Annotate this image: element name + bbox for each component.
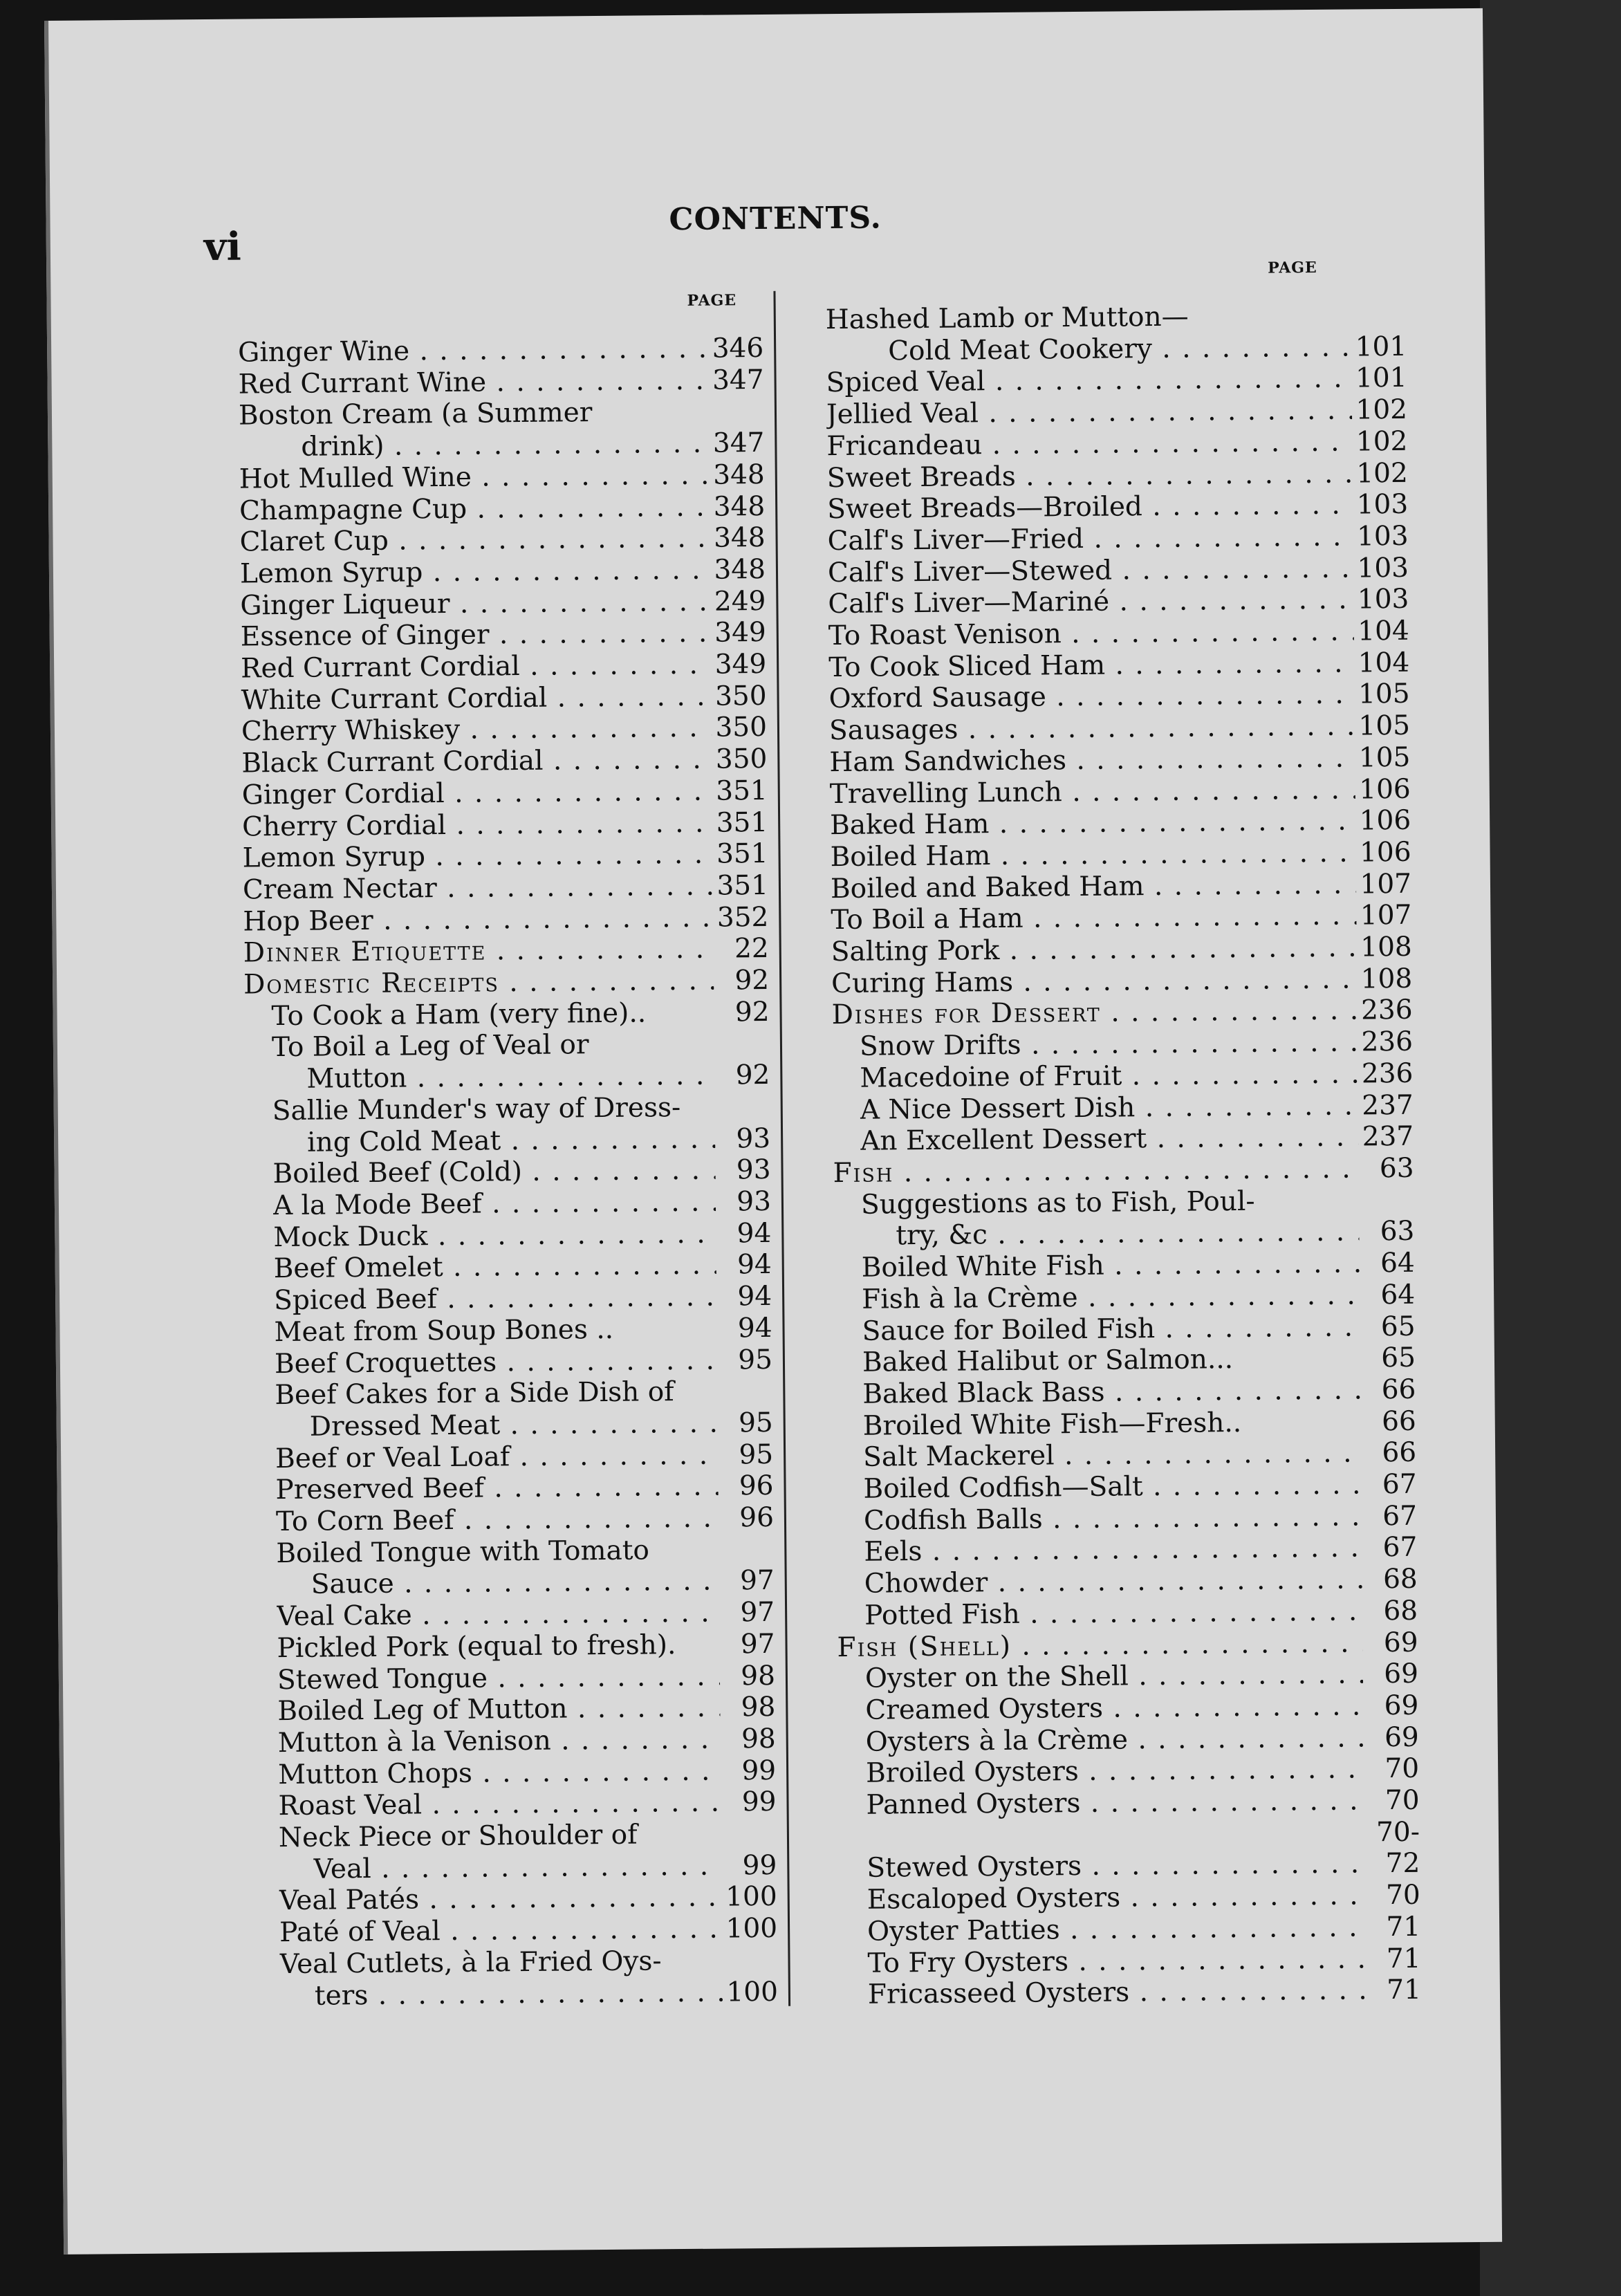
toc-entry: To Roast Venison . . . 104 <box>828 615 1409 652</box>
toc-entry: Spiced Veal . . . 101 <box>826 362 1407 399</box>
toc-entry: A Nice Dessert Dish . . . 237 <box>833 1089 1414 1126</box>
toc-entry: Oyster on the Shell . . . 69 <box>837 1658 1418 1695</box>
toc-entry: Black Currant Cordial . . . 350 <box>241 743 767 779</box>
toc-entry: Codfish Balls . . . 67 <box>836 1500 1417 1537</box>
toc-entry: Sauce for Boiled Fish . . . 65 <box>834 1311 1415 1347</box>
toc-entry: Snow Drifts . . . 236 <box>832 1026 1413 1063</box>
toc-entry: Baked Ham . . . 106 <box>830 805 1411 842</box>
toc-section-heading: Fish . . . 63 <box>833 1153 1414 1189</box>
toc-entry: Broiled White Fish—Fresh.. 66 <box>862 1405 1416 1442</box>
toc-entry: White Currant Cordial . . . 350 <box>241 681 766 716</box>
toc-entry: Salting Pork . . . 108 <box>831 932 1412 968</box>
toc-entry: Beef Omelet . . . 94 <box>246 1249 772 1285</box>
toc-entry: Cherry Cordial . . . 351 <box>242 806 768 842</box>
toc-entry: Neck Piece or Shoulder of <box>278 1819 638 1854</box>
toc-entry: Sauce . . . 97 <box>249 1565 775 1601</box>
toc-entry: ters . . . 100 <box>252 1976 778 2012</box>
toc-entry: Red Currant Wine . . . 347 <box>238 364 763 400</box>
toc-entry: A la Mode Beef . . . 93 <box>246 1186 771 1222</box>
toc-entry: Cold Meat Cookery . . . 101 <box>826 331 1407 368</box>
toc-entry: Veal Cake . . . 97 <box>249 1597 775 1633</box>
toc-entry: To Corn Beef . . . 96 <box>248 1502 774 1538</box>
toc-entry: Fish à la Crème . . . 64 <box>834 1279 1415 1316</box>
toc-entry: Fricandeau . . . 102 <box>826 426 1407 463</box>
toc-entry: Broiled Oysters . . . 70 <box>838 1753 1419 1790</box>
toc-entry: Calf's Liver—Mariné . . . 103 <box>828 584 1409 620</box>
toc-entry: Meat from Soup Bones .. 94 <box>274 1312 772 1348</box>
toc-entry: Ham Sandwiches . . . 105 <box>829 742 1410 779</box>
toc-entry: To Boil a Ham . . . 107 <box>831 900 1411 936</box>
toc-entry: Mutton . . . 92 <box>244 1059 770 1095</box>
toc-entry: Boston Cream (a Summer <box>238 397 593 432</box>
toc-entry: Beef Cakes for a Side Dish of <box>275 1376 674 1411</box>
toc-entry: Suggestions as to Fish, Poul- <box>860 1185 1255 1221</box>
toc-entry: Mock Duck . . . 94 <box>246 1218 771 1254</box>
toc-entry: Lemon Syrup . . . 348 <box>240 554 766 590</box>
toc-entry: Boiled Beef (Cold) . . . 93 <box>245 1154 770 1190</box>
toc-entry: Boiled Tongue with Tomato <box>276 1535 650 1569</box>
toc-entry: Hop Beer . . . 352 <box>243 902 768 938</box>
toc-entry: To Fry Oysters . . . 71 <box>840 1943 1420 1979</box>
toc-entry: Essence of Ginger . . . 349 <box>241 617 766 653</box>
toc-entry: Boiled Codfish—Salt . . . 67 <box>835 1469 1416 1506</box>
toc-entry: Creamed Oysters . . . 69 <box>837 1690 1418 1727</box>
toc-entry: To Cook a Ham (very fine).. 92 <box>271 996 770 1032</box>
toc-entry: try, &c . . . 63 <box>833 1216 1414 1252</box>
toc-entry: Stewed Tongue . . . 98 <box>250 1660 775 1696</box>
toc-entry: To Boil a Leg of Veal or <box>271 1029 589 1064</box>
toc-entry: Cream Nectar . . . 351 <box>243 870 768 906</box>
toc-entry: An Excellent Dessert . . . 237 <box>833 1121 1414 1158</box>
toc-entry: Macedoine of Fruit . . . 236 <box>832 1058 1413 1095</box>
toc-entry: Boiled Ham . . . 106 <box>830 837 1411 873</box>
toc-entry: Panned Oysters . . . 70 <box>838 1785 1419 1822</box>
toc-entry: Curing Hams . . . 108 <box>831 963 1412 1000</box>
toc-entry: Beef or Veal Loaf . . . 95 <box>248 1438 773 1474</box>
toc-entry: Ginger Liqueur . . . 249 <box>240 586 766 622</box>
toc-entry: Pickled Pork (equal to fresh). 97 <box>277 1628 775 1664</box>
toc-entry: Dressed Meat . . . 95 <box>248 1407 773 1443</box>
column-divider <box>773 291 790 2006</box>
toc-entry: Salt Mackerel . . . 66 <box>835 1437 1416 1474</box>
book-page <box>44 8 1502 2255</box>
toc-entry: Chowder . . . 68 <box>837 1564 1418 1600</box>
toc-entry: Eels . . . 67 <box>836 1532 1417 1568</box>
toc-entry: Mutton à la Venison . . . 98 <box>250 1723 776 1759</box>
toc-entry: Veal Patés . . . 100 <box>252 1881 777 1917</box>
toc-entry: Cherry Whiskey . . . 350 <box>241 712 767 748</box>
toc-entry: Calf's Liver—Stewed . . . 103 <box>828 552 1409 589</box>
toc-entry: Oyster Patties . . . 71 <box>840 1911 1420 1948</box>
toc-entry: Oxford Sausage . . . 105 <box>828 678 1409 715</box>
toc-entry: Ginger Wine . . . 346 <box>238 333 763 369</box>
toc-entry: Hashed Lamb or Mutton— <box>825 301 1189 336</box>
toc-entry: Veal Cutlets, à la Fried Oys- <box>279 1945 662 1980</box>
toc-entry: Boiled White Fish . . . 64 <box>834 1248 1415 1284</box>
scan-gutter <box>1480 0 1621 2296</box>
toc-entry: Roast Veal . . . 99 <box>250 1786 776 1822</box>
toc-entry: Lemon Syrup . . . 351 <box>242 838 768 874</box>
toc-section-heading: Fish (Shell) . . . 69 <box>837 1627 1418 1663</box>
toc-section-heading: Dishes for Dessert . . . 236 <box>831 994 1412 1031</box>
toc-entry: Ginger Cordial . . . 351 <box>242 775 768 811</box>
toc-entry: Travelling Lunch . . . 106 <box>830 773 1411 810</box>
toc-entry: Mutton Chops . . . 99 <box>250 1755 776 1791</box>
page-column-label-right: PAGE <box>1268 258 1317 277</box>
toc-entry: Escaloped Oysters . . . 70 <box>840 1880 1420 1916</box>
contents-column-right <box>826 299 1422 2011</box>
toc-entry: Paté of Veal . . . 100 <box>252 1913 777 1949</box>
contents-column-left <box>238 333 778 2012</box>
page-column-label-left: PAGE <box>687 291 737 310</box>
toc-entry: Sallie Munder's way of Dress- <box>272 1091 681 1127</box>
toc-entry: Champagne Cup . . . 348 <box>239 490 765 526</box>
toc-entry: drink) . . . 347 <box>239 427 764 463</box>
toc-entry: Preserved Beef . . . 96 <box>248 1470 773 1506</box>
toc-entry: Spiced Beef . . . 94 <box>246 1281 772 1317</box>
toc-entry: To Cook Sliced Ham . . . 104 <box>828 647 1409 684</box>
toc-entry: ing Cold Meat . . . 93 <box>245 1122 770 1158</box>
toc-entry: Baked Halibut or Salmon... 65 <box>862 1342 1416 1378</box>
toc-entry: Sausages . . . 105 <box>829 710 1410 747</box>
toc-entry: Sweet Breads . . . 102 <box>827 457 1408 494</box>
toc-entry: Boiled and Baked Ham . . . 107 <box>831 868 1411 905</box>
page-title: CONTENTS. <box>669 200 882 238</box>
toc-entry: Fricasseed Oysters . . . 71 <box>840 1974 1421 2011</box>
toc-section-heading: Dinner Etiquette . . . 22 <box>243 933 769 969</box>
toc-entry: Oysters à la Crème . . . 69 <box>838 1721 1419 1758</box>
page-number: vi <box>203 223 241 270</box>
toc-entry: Calf's Liver—Fried . . . 103 <box>827 521 1408 557</box>
toc-entry: Sweet Breads—Broiled . . . 103 <box>827 489 1408 526</box>
toc-entry: Stewed Oysters . . . 70-72 <box>839 1816 1420 1885</box>
toc-entry: Claret Cup . . . 348 <box>239 522 765 558</box>
toc-entry: Veal . . . 99 <box>251 1850 777 1886</box>
toc-entry: Baked Black Bass . . . 66 <box>835 1374 1416 1411</box>
toc-entry: Jellied Veal . . . 102 <box>826 394 1407 431</box>
toc-entry: Potted Fish . . . 68 <box>837 1595 1418 1632</box>
toc-entry: Hot Mulled Wine . . . 348 <box>239 459 765 495</box>
toc-entry: Boiled Leg of Mutton . . . 98 <box>250 1692 775 1728</box>
toc-entry: Red Currant Cordial . . . 349 <box>241 649 766 685</box>
toc-section-heading: Domestic Receipts . . . 92 <box>243 965 769 1001</box>
toc-entry: Beef Croquettes . . . 95 <box>247 1344 772 1380</box>
